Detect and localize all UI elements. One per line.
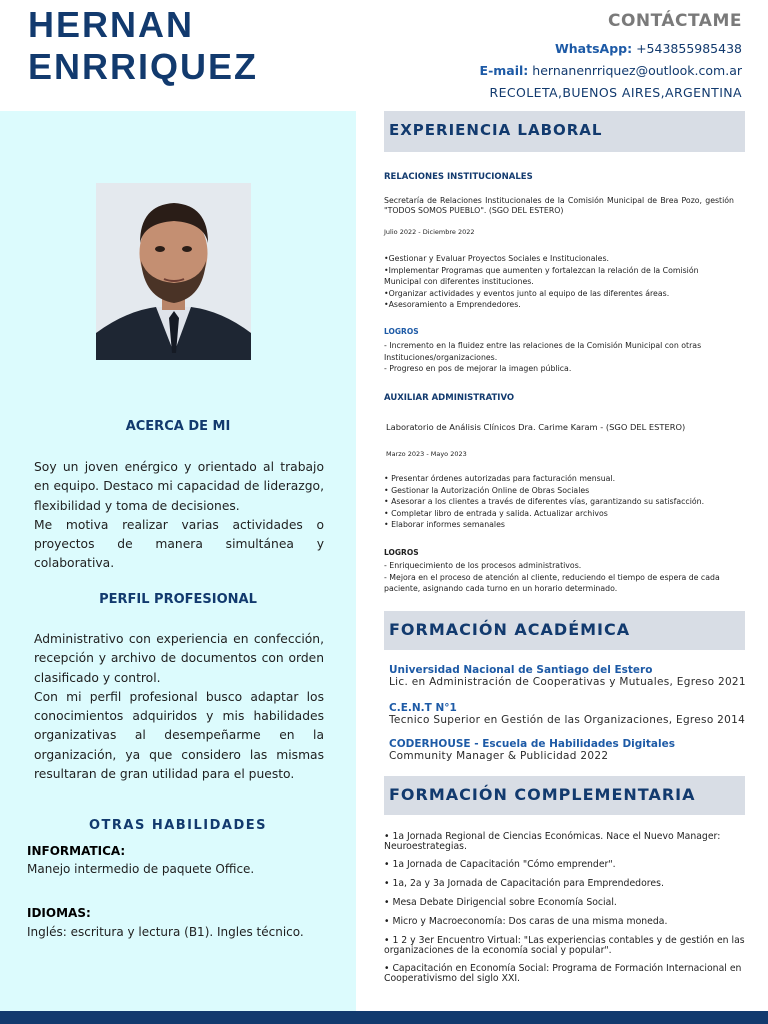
job1-dates: Julio 2022 - Diciembre 2022 [384,228,475,236]
email-value[interactable]: hernanenrriquez@outlook.com.ar [532,63,742,78]
education-header [384,611,745,650]
about-line: Soy un joven enérgico y orientado al trabajo en equipo. Destaco mi capacidad de liderazgo, flexibilidad y toma de decisiones. [34,460,324,513]
job1-task: •Gestionar y Evaluar Proyectos Sociales e Institucionales. [384,254,610,263]
complementary-item: • Capacitación en Economía Social: Programa de Formación Internacional en Cooperativismo del siglo XXI. [384,963,742,984]
education-name: Universidad Nacional de Santiago del Estero [389,664,653,676]
whatsapp-value[interactable]: +543855985438 [636,41,742,56]
email-label: E-mail: [479,63,529,78]
about-title: ACERCA DE MI [125,419,231,434]
job1-achievements [384,340,734,375]
informatica-text: Manejo intermedio de paquete Office. [27,862,255,876]
idiomas-text: Inglés: escritura y lectura (B1). Ingles técnico. [27,925,304,939]
job2-task: • Asesorar a los clientes a través de diferentes vías, garantizando su satisfacción. [384,497,705,507]
profile-line: Con mi perfil profesional busco adaptar los conocimientos adquiridos y mis habilidades organizativas al desempeñarme en la organización, ya que considero las mismas resultaran de gran utilidad para el puesto. [34,689,324,782]
job2-tasks [384,473,734,531]
job1-task: •Implementar Programas que aumenten y fortalezcan la relación de la Comisión Municipal con diferentes instituciones. [384,265,699,287]
informatica-label: INFORMATICA: [27,844,126,858]
job2-task: • Completar libro de entrada y salida. Actualizar archivos [384,508,608,518]
whatsapp-label: WhatsApp: [554,41,633,56]
education-name: C.E.N.T N°1 [389,702,457,714]
profile-photo [96,183,251,360]
job2-achievements [384,560,734,595]
complementary-item: • 1 2 y 3er Encuentro Virtual: "Las experiencias contables y de gestión en las organizaciones de la economía social y popular". [384,935,745,956]
education-name: CODERHOUSE - Escuela de Habilidades Digitales [389,738,675,750]
job1-task: •Organizar actividades y eventos junto al equipo de las diferentes áreas. [384,288,670,298]
job1-achievement: - Incremento en la fluidez entre las relaciones de la Comisión Municipal con otras Instituciones/organizaciones. [384,341,702,362]
job1-org: Secretaría de Relaciones Institucionales de la Comisión Municipal de Brea Pozo, gestión "TODOS SOMOS PUEBLO". (SGO DEL ESTERO) [384,196,734,215]
name-heading [28,4,258,88]
job2-task: • Gestionar la Autorización Online de Obras Sociales [384,485,590,495]
last-name: ENRRIQUEZ [28,46,259,87]
complementary-title: FORMACIÓN COMPLEMENTARIA [389,785,696,804]
education-desc: Lic. en Administración de Cooperativas y Mutuales, Egreso 2021 [389,676,746,688]
profile-text [34,630,324,784]
complementary-header [384,776,745,815]
job2-task: • Elaborar informes semanales [384,520,505,530]
experience-header [384,111,745,152]
about-text [34,458,324,574]
footer-bar [0,1011,768,1024]
job1-role: RELACIONES INSTITUCIONALES [384,172,533,182]
job2-role: AUXILIAR ADMINISTRATIVO [384,393,515,403]
job2-achievement: - Mejora en el proceso de atención al cliente, reduciendo el tiempo de espera de cada paciente, asignando cada turno en un horario determinado. [384,572,720,594]
education-desc: Community Manager & Publicidad 2022 [389,750,609,762]
complementary-item: • 1a Jornada Regional de Ciencias Económicas. Nace el Nuevo Manager: Neuroestrategias. [384,831,721,852]
job1-achievement: - Progreso en pos de mejorar la imagen pública. [384,364,572,374]
job2-achievement: - Enriquecimiento de los procesos administrativos. [384,561,582,570]
profile-title: PERFIL PROFESIONAL [99,592,257,607]
job2-org: Laboratorio de Análisis Clínicos Dra. Carime Karam - (SGO DEL ESTERO) [386,422,686,432]
first-name: HERNAN [28,4,195,45]
skills-title: OTRAS HABILIDADES [88,818,268,833]
profile-photo-icon [96,183,251,360]
complementary-item: • 1a Jornada de Capacitación "Cómo emprender". [384,859,616,870]
complementary-item: • Mesa Debate Dirigencial sobre Economía Social. [384,897,617,908]
location-line: RECOLETA,BUENOS AIRES,ARGENTINA [489,85,742,100]
email-line [480,63,742,78]
education-desc: Tecnico Superior en Gestión de las Organizaciones, Egreso 2014 [389,714,746,726]
about-line: Me motiva realizar varias actividades o proyectos de manera simultánea y colaborativa. [34,517,324,571]
complementary-item: • 1a, 2a y 3a Jornada de Capacitación para Emprendedores. [384,878,664,889]
complementary-item: • Micro y Macroeconomía: Dos caras de una misma moneda. [384,916,668,927]
whatsapp-line [555,41,742,56]
job2-dates: Marzo 2023 - Mayo 2023 [386,450,467,458]
contact-title: CONTÁCTAME [607,11,742,31]
job1-achievements-label: LOGROS [384,327,419,336]
job2-task: • Presentar órdenes autorizadas para facturación mensual. [384,474,616,483]
job2-achievements-label: LOGROS [384,548,419,557]
education-title: FORMACIÓN ACADÉMICA [389,620,631,639]
idiomas-label: IDIOMAS: [27,906,91,920]
job1-task: •Asesoramiento a Emprendedores. [384,300,521,310]
profile-line: Administrativo con experiencia en confección, recepción y archivo de documentos con orden clasificado y control. [34,632,324,685]
job1-tasks [384,253,734,311]
experience-title: EXPERIENCIA LABORAL [389,121,603,139]
